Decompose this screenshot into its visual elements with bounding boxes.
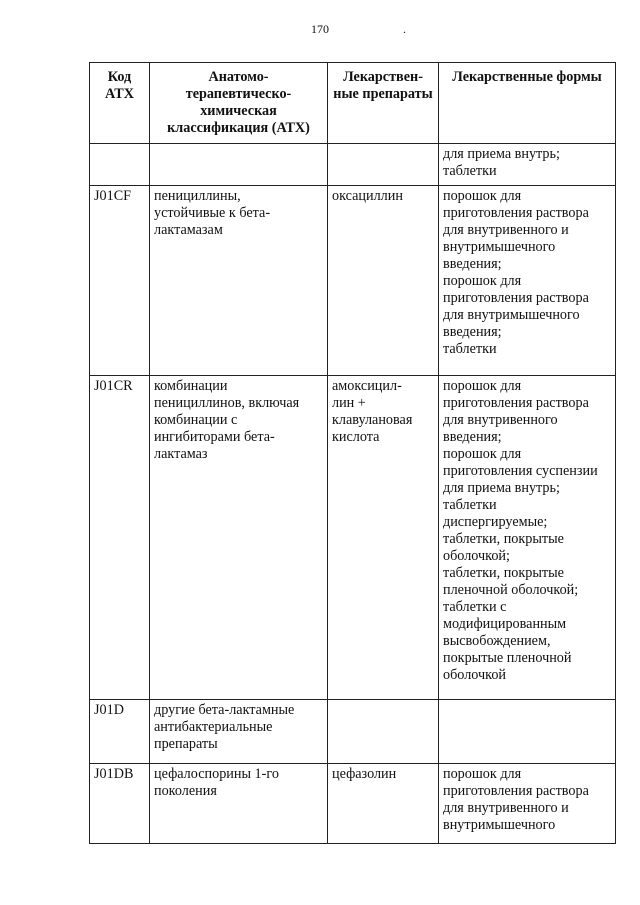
row-code: J01DB xyxy=(90,764,150,844)
row-forms: для приема внутрь; таблетки xyxy=(439,144,616,186)
row-drug xyxy=(328,144,439,186)
table-row xyxy=(90,186,616,376)
row-classification: цефалоспорины 1-го поколения xyxy=(150,764,328,844)
row-classification: другие бета-лактамные антибактериальные препараты xyxy=(150,700,328,764)
row-forms: порошок для приготовления раствора для внутривенного и внутримышечного введения; порошок для приготовления раствора для внутримышечного введения; таблетки xyxy=(439,186,616,376)
atc-table xyxy=(89,62,616,844)
row-drug: цефазолин xyxy=(328,764,439,844)
row-drug: амоксицил- лин + клавулановая кислота xyxy=(328,376,439,700)
row-code: J01D xyxy=(90,700,150,764)
table-header-row xyxy=(90,63,616,144)
table-row xyxy=(90,376,616,700)
row-code: J01CR xyxy=(90,376,150,700)
row-code xyxy=(90,144,150,186)
header-code: Код ATX xyxy=(90,63,150,144)
row-drug: оксациллин xyxy=(328,186,439,376)
page-number: 170 xyxy=(311,22,329,36)
row-classification: комбинации пенициллинов, включая комбинации с ингибиторами бета- лактамаз xyxy=(150,376,328,700)
row-classification: пенициллины, устойчивые к бета- лактамазам xyxy=(150,186,328,376)
header-forms: Лекарственные формы xyxy=(439,63,616,144)
row-drug xyxy=(328,700,439,764)
header-drugs: Лекарствен- ные препараты xyxy=(328,63,439,144)
table-row xyxy=(90,144,616,186)
header-classification: Анатомо- терапевтическо- химическая классификация (АТХ) xyxy=(150,63,328,144)
row-forms xyxy=(439,700,616,764)
row-forms: порошок для приготовления раствора для внутривенного и внутримышечного xyxy=(439,764,616,844)
row-code: J01CF xyxy=(90,186,150,376)
table-row xyxy=(90,700,616,764)
row-forms: порошок для приготовления раствора для внутривенного введения; порошок для приготовления суспензии для приема внутрь; таблетки диспергируемые; таблетки, покрытые оболочкой; таблетки, покрытые пленочной оболочкой; таблетки с модифицированным высвобождением, покрытые пленочной оболочкой xyxy=(439,376,616,700)
table-row xyxy=(90,764,616,844)
row-classification xyxy=(150,144,328,186)
page-dot: . xyxy=(403,22,406,36)
